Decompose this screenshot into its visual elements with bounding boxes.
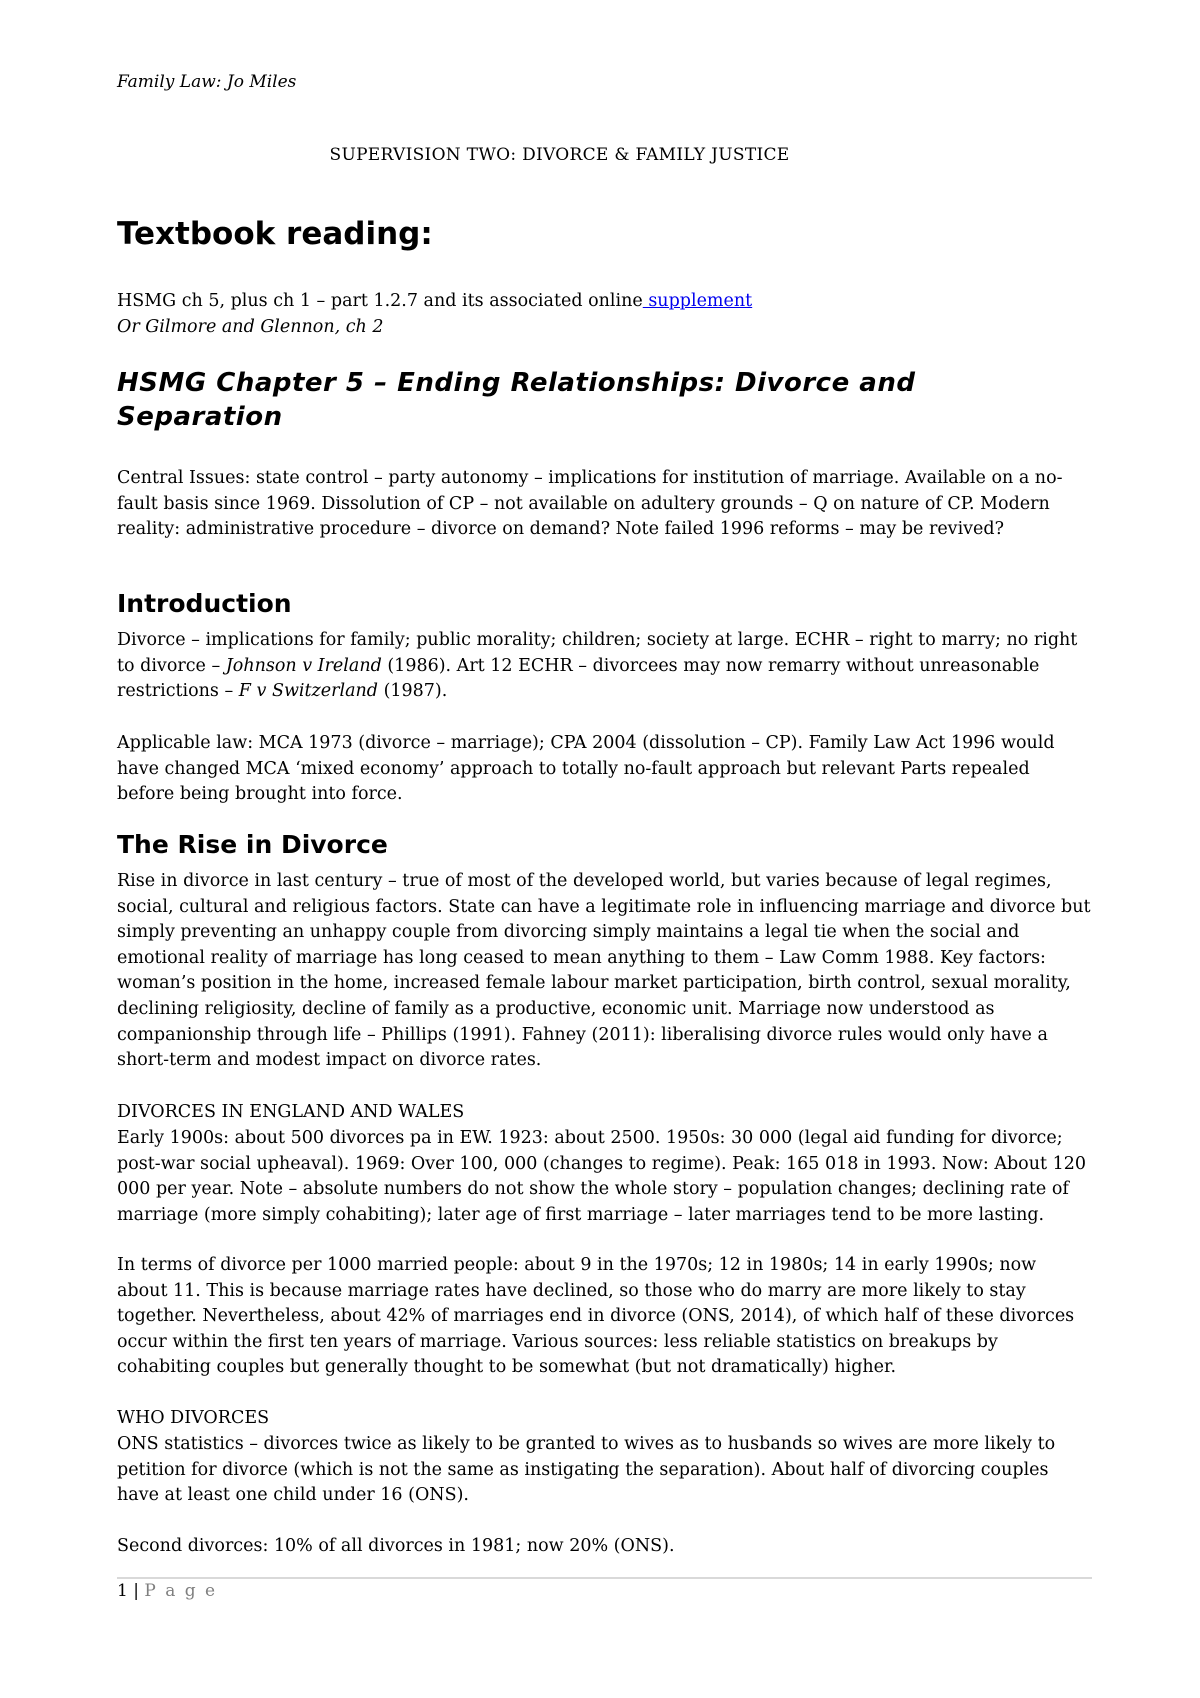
rise-paragraph-2: Early 1900s: about 500 divorces pa in EW. 1923: about 2500. 1950s: 30 000 (legal aid funding for divorce; post-war social upheaval). 1969: Over 100, 000 (changes to regime). Peak: 165 018 in 1993. Now: About 120 000 per year. Note – absolute numbers do not show the whole story – population changes; declining rate of marriage (more simply cohabiting); later age of first marriage – later marriages tend to be more lasting. [117, 1128, 1086, 1225]
running-header: Family Law: Jo Miles [117, 72, 297, 92]
footer-divider [117, 1577, 1092, 1579]
rise-paragraph-5: Second divorces: 10% of all divorces in 1981; now 20% (ONS). [117, 1536, 675, 1556]
divorces-ew-subheading: DIVORCES IN ENGLAND AND WALES [117, 1102, 465, 1122]
document-title: SUPERVISION TWO: DIVORCE & FAMILY JUSTICE [329, 145, 790, 165]
rise-paragraph-4: ONS statistics – divorces twice as likely to be granted to wives as to husbands so wives are more likely to petition for divorce (which is not the same as instigating the separation). About half of divorcing couples have at least one child under 16 (ONS). [117, 1434, 1056, 1506]
rise-heading: The Rise in Divorce [117, 830, 388, 859]
supplement-link[interactable]: supplement [642, 291, 753, 311]
case-f-v-switzerland: F v Switzerland [238, 681, 378, 702]
textbook-line-1 [117, 289, 1092, 315]
rise-paragraph-3: In terms of divorce per 1000 married people: about 9 in the 1970s; 12 in 1980s; 14 in early 1990s; now about 11. This is because marriage rates have declined, so those who do marry are more likely to stay together. Nevertheless, about 42% of marriages end in divorce (ONS, 2014), of which half of these divorces occur within the first ten years of marriage. Various sources: less reliable statistics on breakups by cohabiting couples but generally thought to be somewhat (but not dramatically) higher. [117, 1255, 1075, 1378]
intro-text-b: (1986). Art 12 ECHR – divorcees may now remarry without unreasonable restrictions – [117, 655, 1040, 702]
central-issues-paragraph: Central Issues: state control – party autonomy – implications for institution of marriage. Available on a no-fault basis since 1969. Dissolution of CP – not available on adultery grounds – Q on nature of CP. Modern reality: administrative procedure – divorce on demand? Note failed 1996 reforms – may be revived? [117, 468, 1063, 540]
rise-paragraph-1: Rise in divorce in last century – true of most of the developed world, but varies because of legal regimes, social, cultural and religious factors. State can have a legitimate role in influencing marriage and divorce but simply preventing an unhappy couple from divorcing simply maintains a legal tie when the social and emotional reality of marriage has long ceased to mean anything to them – Law Comm 1988. Key factors: woman’s position in the home, increased female labour market participation, birth control, sexual morality, declining religiosity, decline of family as a productive, economic unit. Marriage now understood as companionship through life – Phillips (1991). Fahney (2011): liberalising divorce rules would only have a short-term and modest impact on divorce rates. [117, 871, 1091, 1071]
textbook-line-1-text: HSMG ch 5, plus ch 1 – part 1.2.7 and its associated online [117, 291, 643, 311]
case-johnson-v-ireland: Johnson v Ireland [225, 655, 382, 676]
intro-text-a: Divorce – implications for family; public morality; children; society at large. ECHR – right to marry; no right to divorce – [117, 630, 1078, 676]
intro-text-c: (1987). [378, 681, 448, 702]
introduction-heading: Introduction [117, 589, 292, 618]
footer-separator: | [127, 1581, 145, 1601]
who-divorces-subheading: WHO DIVORCES [117, 1408, 270, 1428]
page-number: 1 [117, 1581, 128, 1601]
introduction-paragraph-1 [117, 628, 1092, 705]
textbook-heading: Textbook reading: [117, 216, 433, 252]
chapter-heading: HSMG Chapter 5 – Ending Relationships: Divorce and Separation [117, 368, 916, 432]
textbook-line-2: Or Gilmore and Glennon, ch 2 [117, 317, 384, 337]
page-footer [117, 1581, 217, 1601]
page-word: P a g e [144, 1581, 218, 1601]
introduction-paragraph-2: Applicable law: MCA 1973 (divorce – marriage); CPA 2004 (dissolution – CP). Family Law Act 1996 would have changed MCA ‘mixed economy’ approach to totally no-fault approach but relevant Parts repealed before being brought into force. [117, 733, 1055, 805]
